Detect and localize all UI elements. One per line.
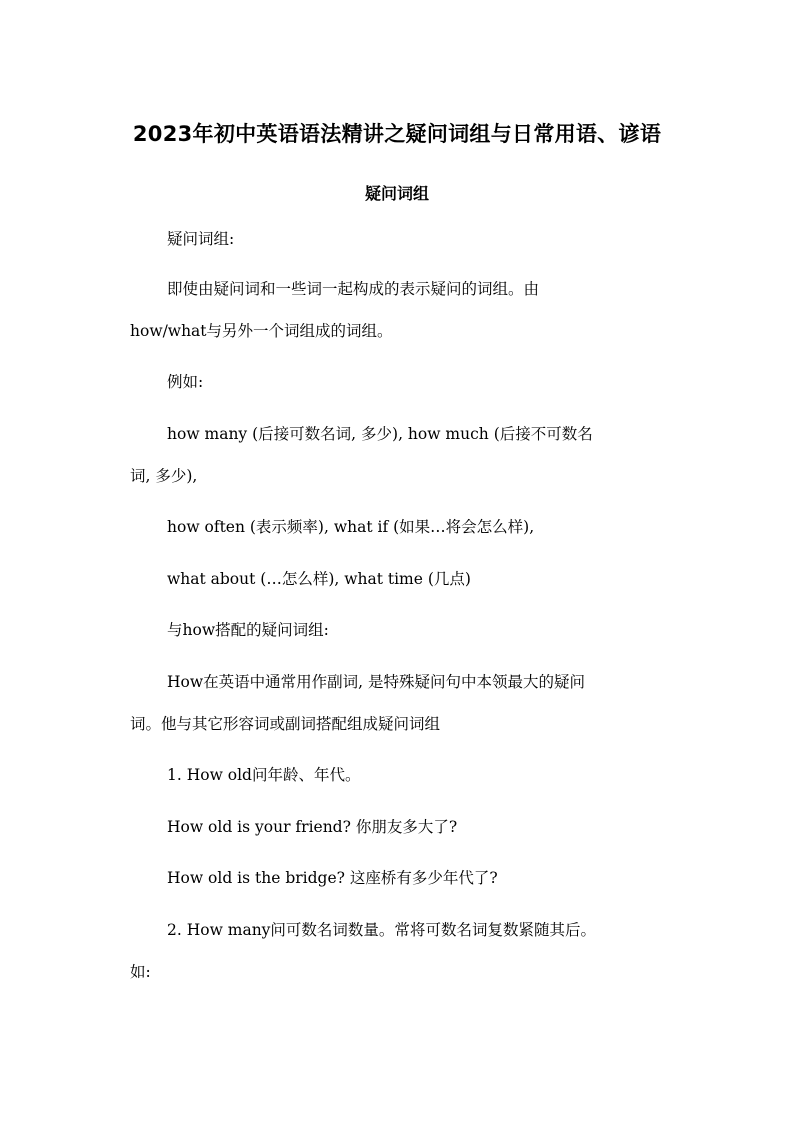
text-line: How在英语中通常用作副词, 是特殊疑问句中本领最大的疑问: [167, 673, 585, 691]
text-line: 1. How old问年龄、年代。: [167, 766, 361, 784]
text-line: 2. How many问可数名词数量。常将可数名词复数紧随其后。: [167, 921, 596, 939]
text-line: how often (表示频率), what if (如果…将会怎么样),: [167, 518, 535, 536]
document-title: 2023年初中英语语法精讲之疑问词组与日常用语、谚语: [132, 122, 662, 146]
text-line: 即使由疑问词和一些词一起构成的表示疑问的词组。由: [167, 280, 540, 298]
text-line: what about (…怎么样), what time (几点): [167, 570, 471, 588]
text-line: How old is your friend? 你朋友多大了?: [167, 818, 458, 836]
text-line: 例如:: [167, 373, 204, 391]
text-line: 如:: [130, 963, 151, 981]
text-line: 词。他与其它形容词或副词搭配组成疑问词组: [130, 715, 441, 733]
section-heading: 疑问词组: [364, 184, 429, 203]
text-line: how many (后接可数名词, 多少), how much (后接不可数名: [167, 425, 593, 443]
text-line: how/what与另外一个词组成的词组。: [130, 322, 393, 340]
text-line: 疑问词组:: [167, 230, 235, 248]
text-line: 与how搭配的疑问词组:: [167, 621, 329, 639]
text-line: How old is the bridge? 这座桥有多少年代了?: [167, 869, 498, 887]
text-line: 词, 多少),: [130, 467, 198, 485]
